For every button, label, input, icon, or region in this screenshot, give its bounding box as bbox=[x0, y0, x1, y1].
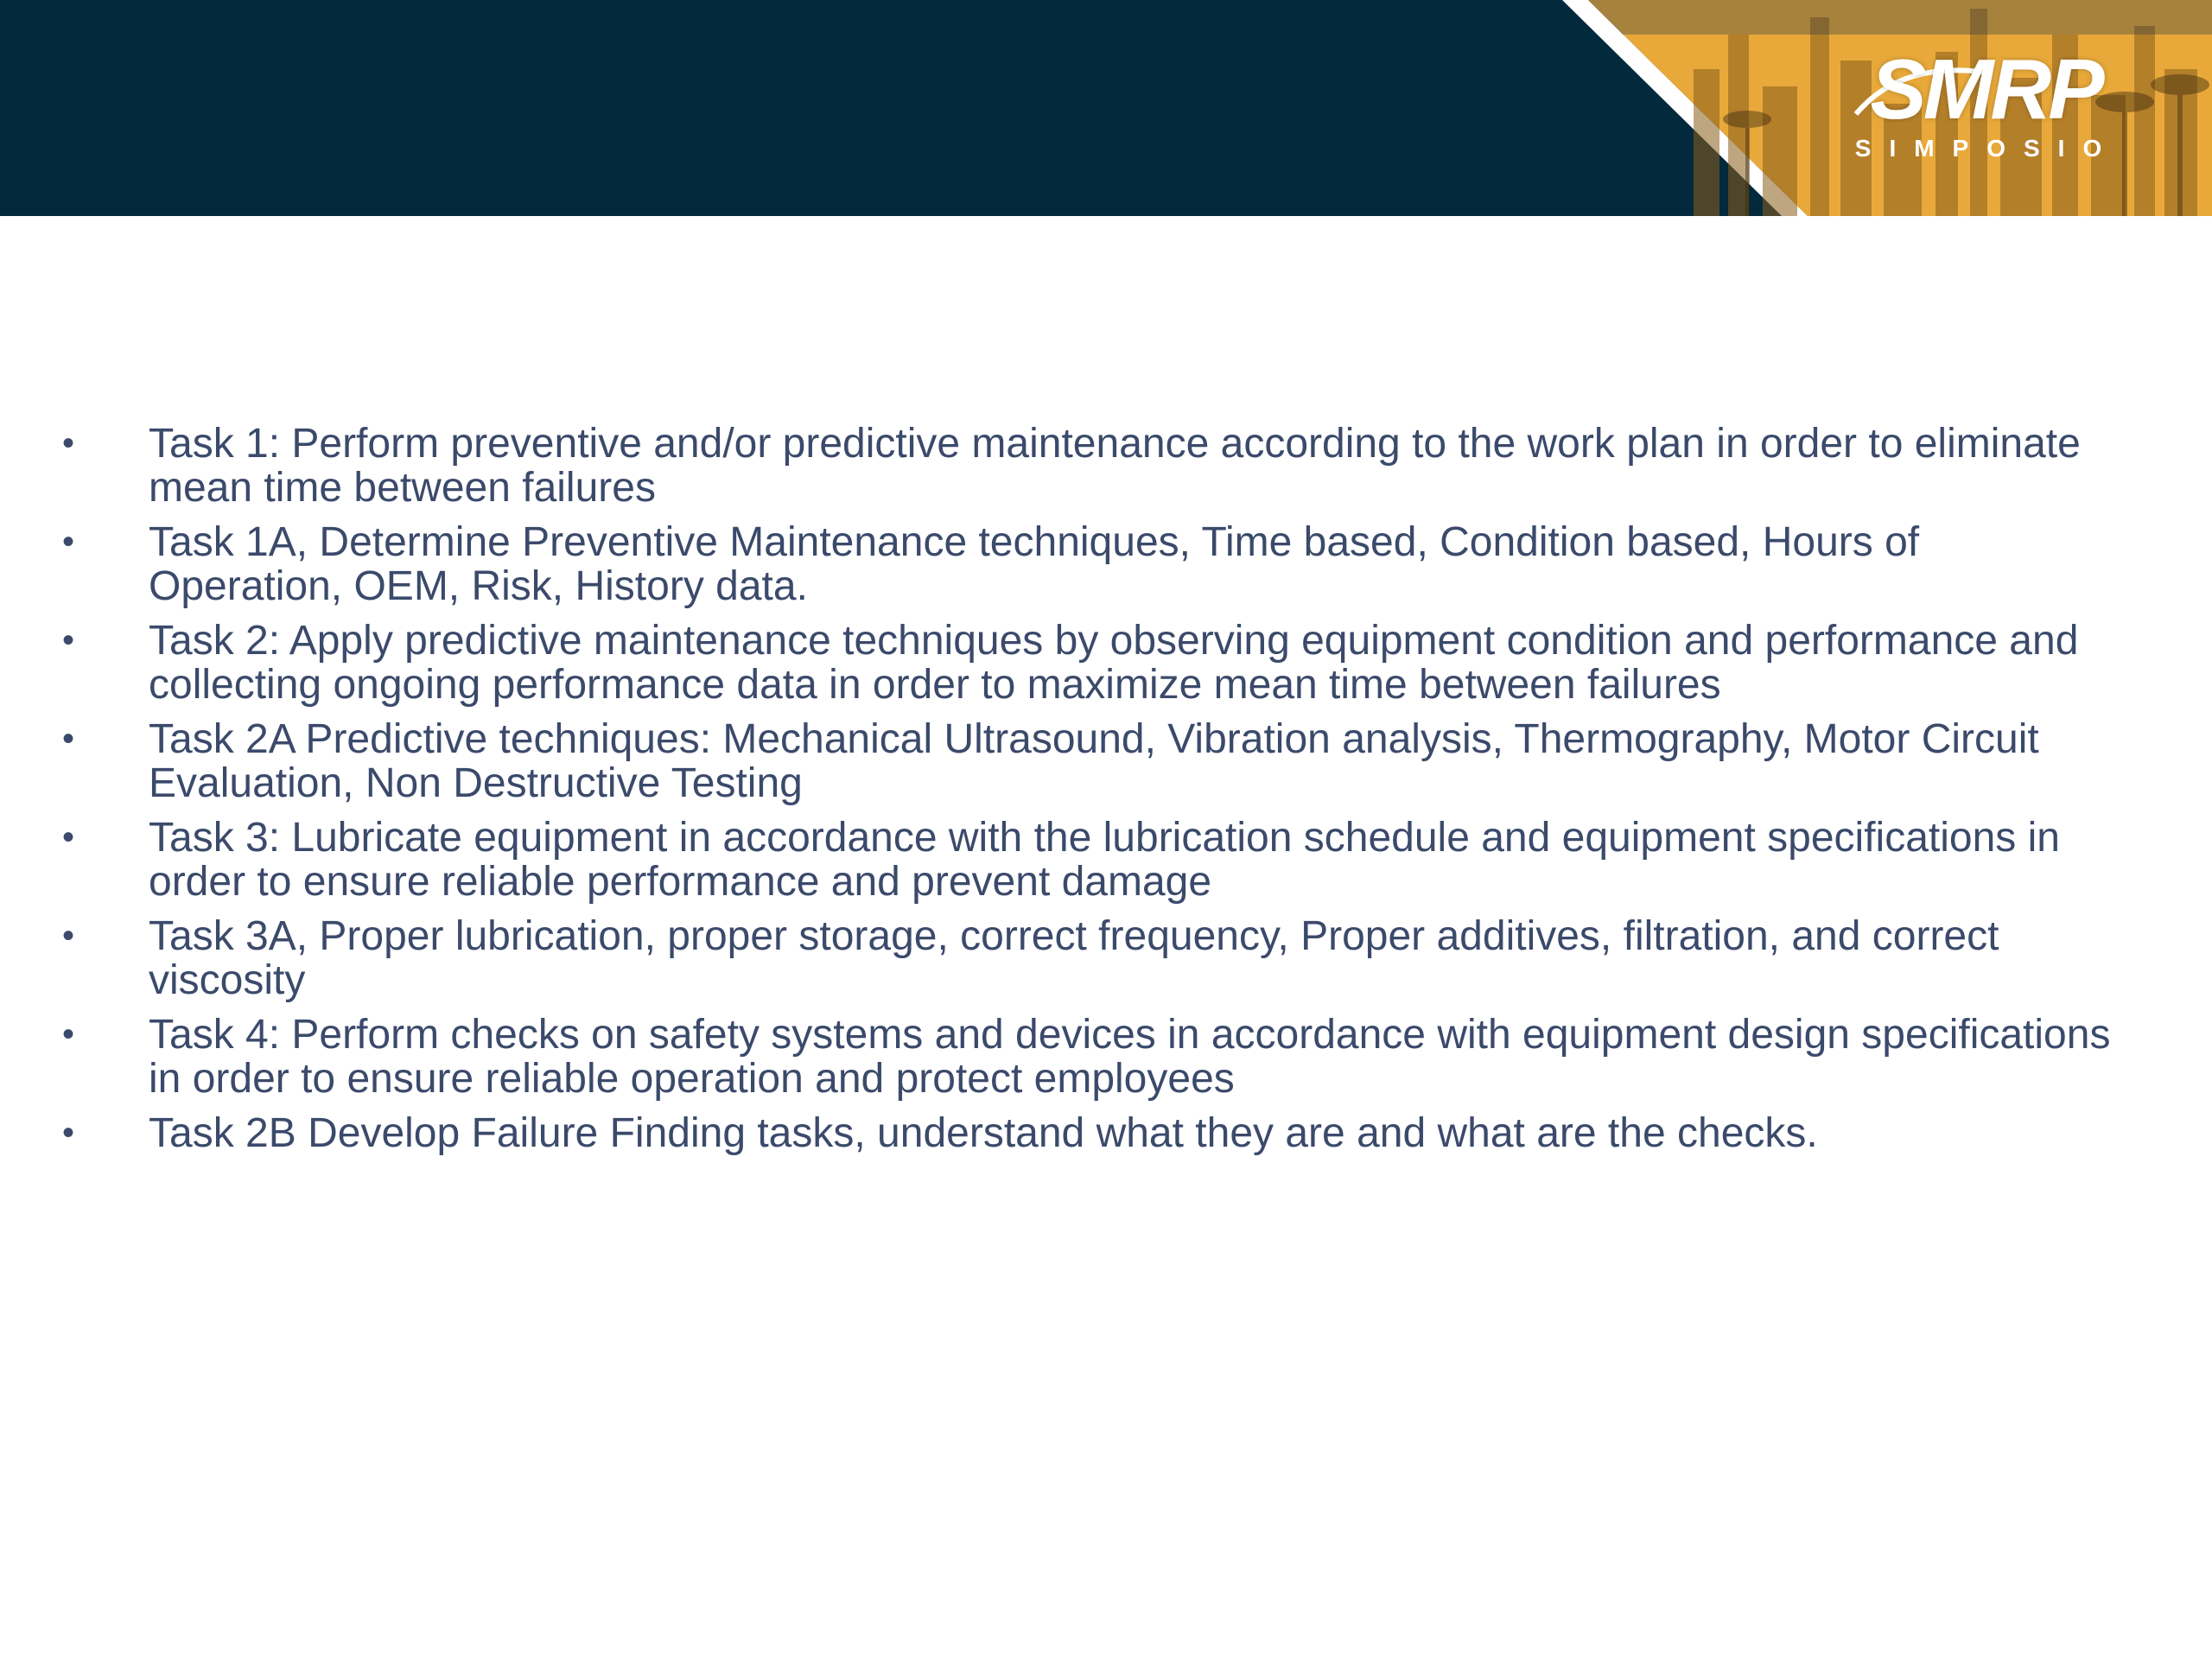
bullet-item bbox=[0, 1111, 2117, 1155]
bullet-dot-icon: • bbox=[62, 424, 75, 462]
bullet-dot-icon: • bbox=[62, 818, 75, 856]
smrp-logo-subtitle: SIMPOSIO bbox=[1854, 135, 2120, 162]
bullet-text: Task 2A Predictive techniques: Mechanical Ultrasound, Vibration analysis, Thermography, Motor Circuit Evaluation, Non Destructive Testing bbox=[149, 716, 2039, 806]
header-banner bbox=[0, 0, 2212, 216]
bullet-text: Task 2B Develop Failure Finding tasks, understand what they are and what are the checks. bbox=[149, 1110, 1818, 1156]
bullet-dot-icon: • bbox=[62, 1015, 75, 1053]
slide-body bbox=[0, 422, 2117, 1166]
bullet-item bbox=[0, 422, 2117, 510]
bullet-item bbox=[0, 914, 2117, 1002]
bullet-text: Task 1A, Determine Preventive Maintenance techniques, Time based, Condition based, Hours of Operation, OEM, Risk, History data. bbox=[149, 519, 1920, 609]
bullet-text: Task 4: Perform checks on safety systems and devices in accordance with equipment design specifications in order to ensure reliable operation and protect employees bbox=[149, 1012, 2111, 1102]
bullet-item bbox=[0, 520, 2117, 608]
task-bullet-list bbox=[0, 422, 2117, 1155]
bullet-dot-icon: • bbox=[62, 1114, 75, 1152]
bullet-item bbox=[0, 717, 2117, 805]
bullet-dot-icon: • bbox=[62, 720, 75, 758]
bullet-item bbox=[0, 619, 2117, 707]
bullet-item bbox=[0, 1013, 2117, 1101]
sky-shade bbox=[1588, 0, 2212, 35]
bullet-text: Task 1: Perform preventive and/or predictive maintenance according to the work plan in order to eliminate mean time between failures bbox=[149, 421, 2081, 511]
bullet-dot-icon: • bbox=[62, 523, 75, 561]
bullet-dot-icon: • bbox=[62, 621, 75, 659]
smrp-logo-wordmark: SMRP bbox=[1870, 41, 2101, 137]
bullet-text: Task 2: Apply predictive maintenance techniques by observing equipment condition and performance and collecting ongoing performance data in order to maximize mean time between failures bbox=[149, 618, 2079, 708]
bullet-text: Task 3A, Proper lubrication, proper storage, correct frequency, Proper additives, filtration, and correct viscosity bbox=[149, 913, 1999, 1003]
bullet-dot-icon: • bbox=[62, 917, 75, 955]
bullet-text: Task 3: Lubricate equipment in accordance with the lubrication schedule and equipment specifications in order to ensure reliable performance and prevent damage bbox=[149, 815, 2060, 905]
bullet-item bbox=[0, 816, 2117, 904]
